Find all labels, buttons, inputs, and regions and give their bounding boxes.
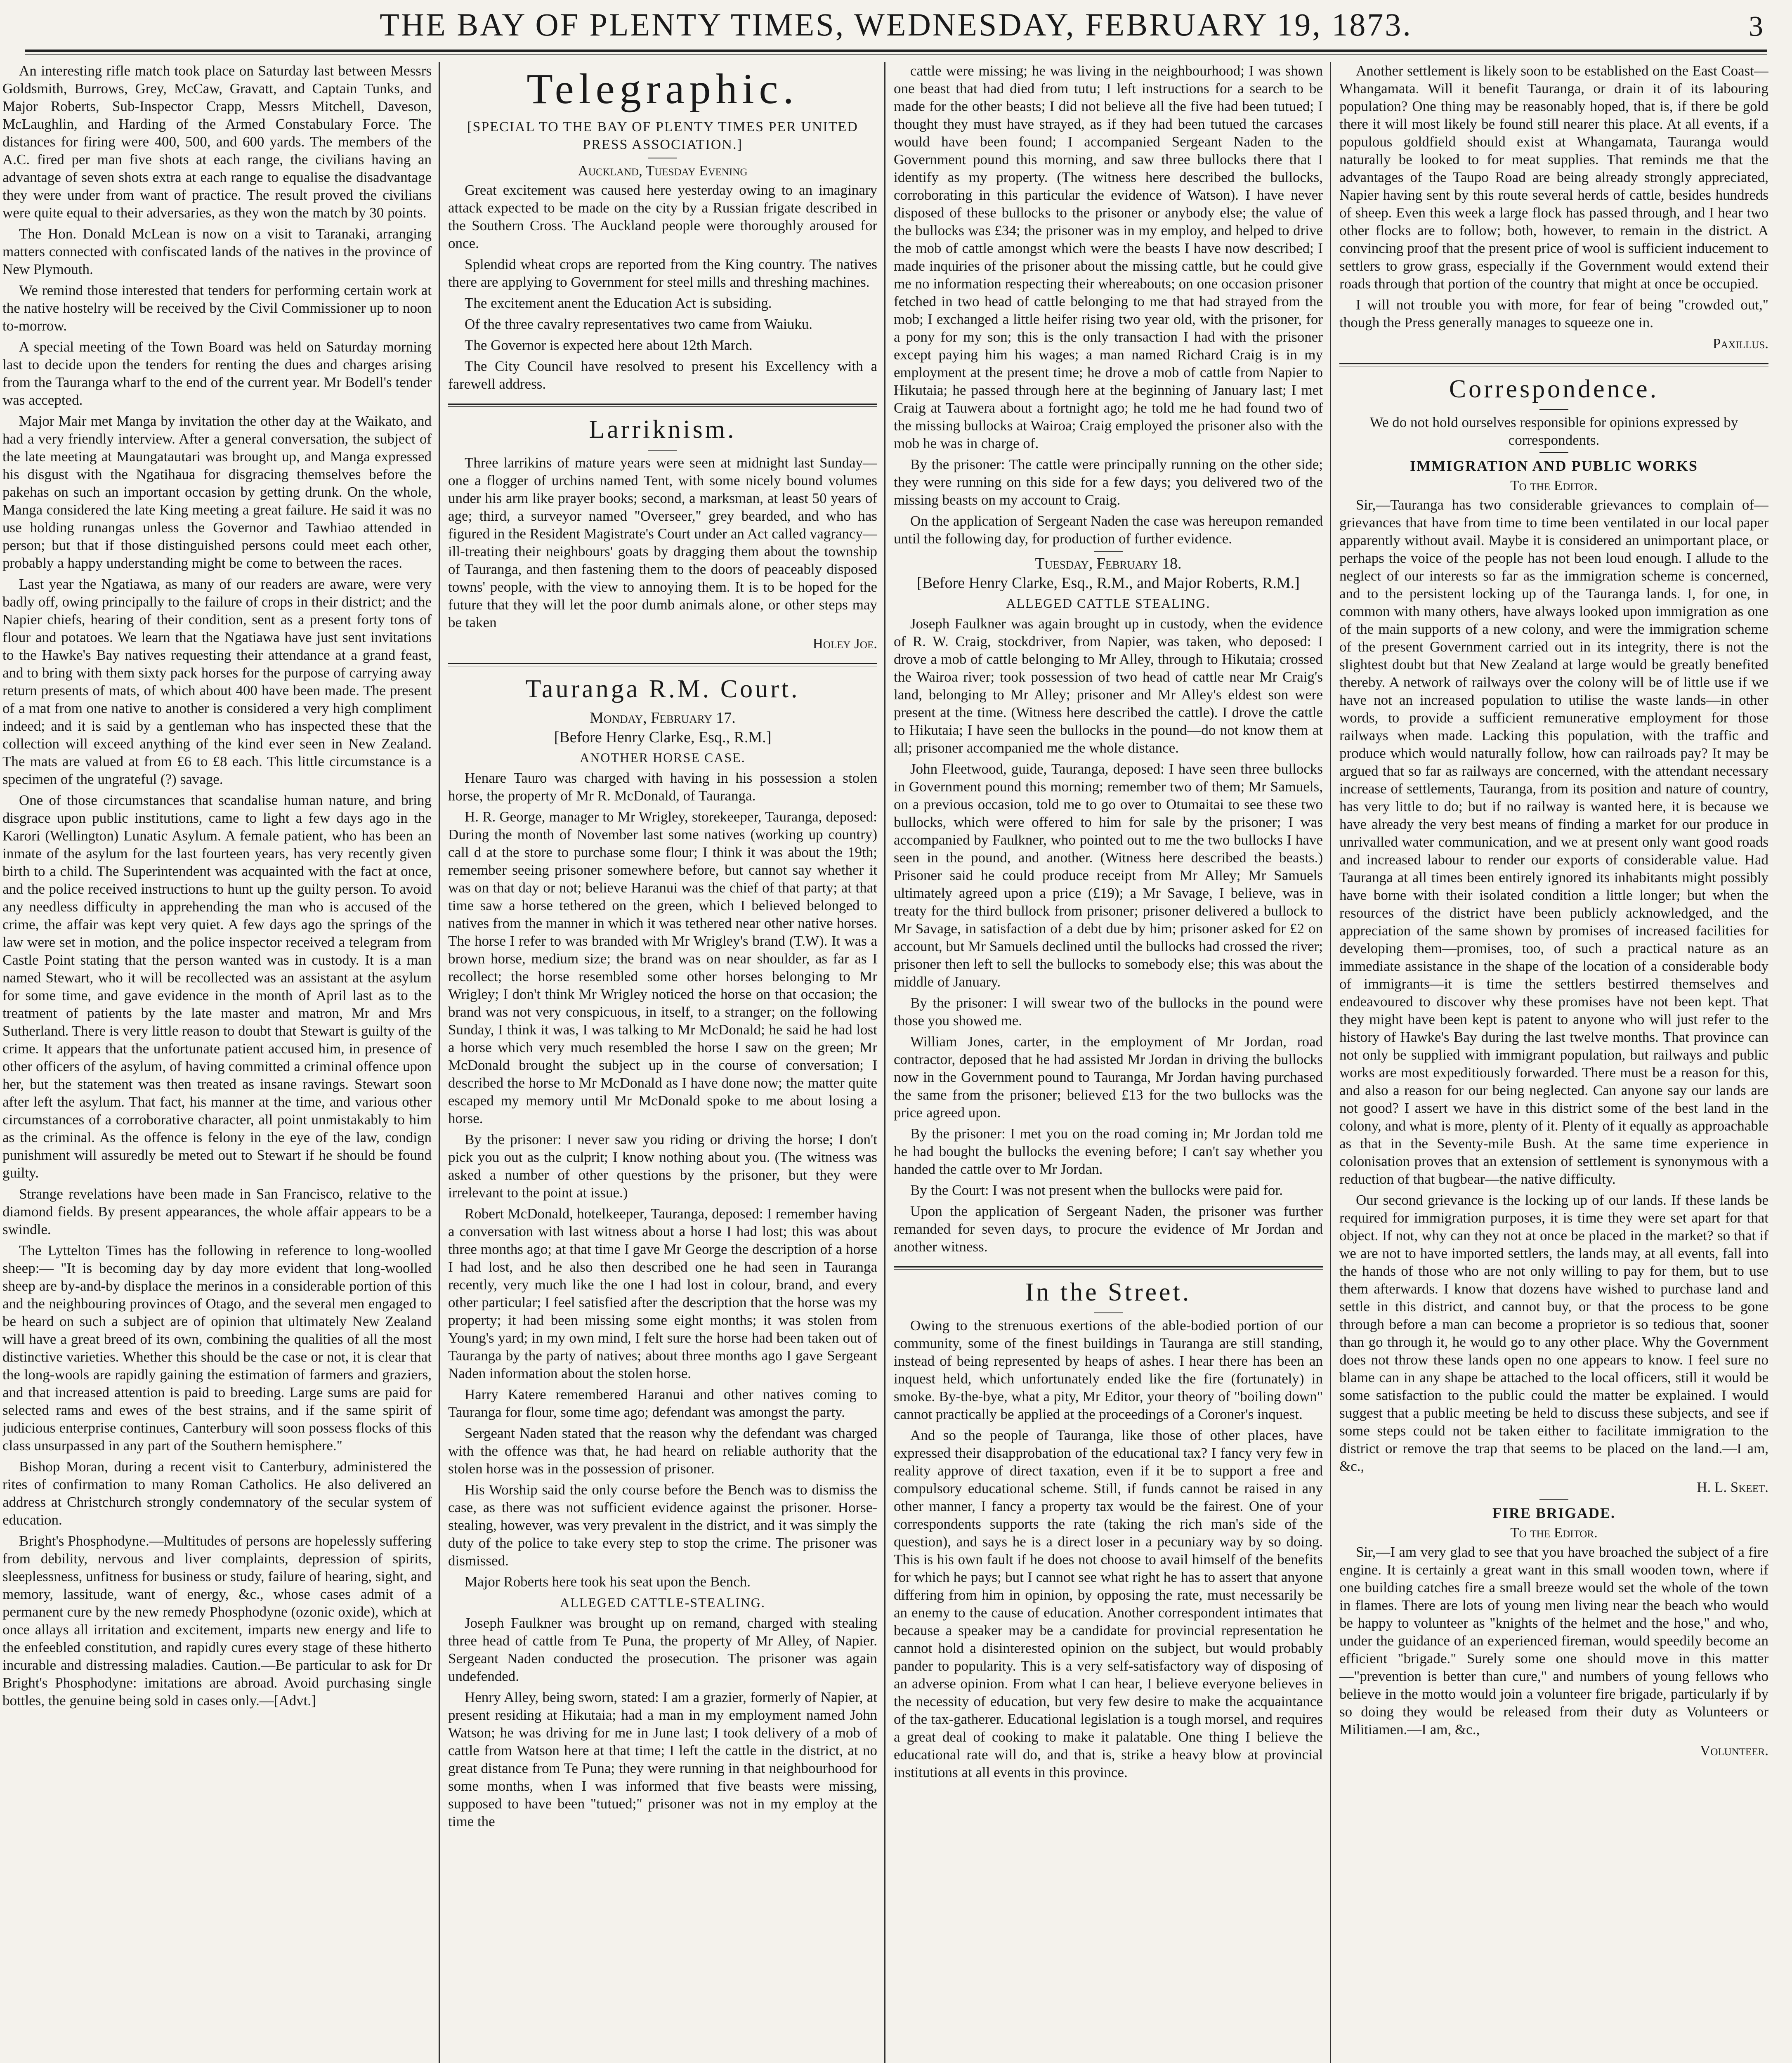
case-subheading: ALLEGED CATTLE-STEALING. [560,1595,765,1610]
columns [0,62,1792,2063]
paragraph: Sir,—Tauranga has two considerable grievances to complain of—grievances that have from time to time been ventilated in our local paper apparently without avail. Maybe it is considered an unimportant place, or perhaps the voice of the people has not been loud enough. I allude to the neglect of our interests so far as the immigration scheme is concerned, and to the persistent locking up of the Tauranga lands. I, for one, in common with many others, have always looked upon immigration as one of the main supports of a new colony, and were the immigration scheme of the present Government carried out in its integrity, there is not the slightest doubt but that New Zealand at large would be greatly benefited thereby. A network of railways over the colony will be of little use if we have not an increased population to utilise the waste lands—in other words, to provide a sufficient remunerative employment for those railways when made. Lacking this population, with the traffic and produce which would naturally follow, how can railroads pay? It may be argued that so far as railways are concerned, with the attendant necessary increase of settlements, Tauranga, from its position and nature of country, has very little to do; but if no railway is wanted here, it is because we have already the very best means of finding a market for our produce in unrivalled water communication, and we at present only want good roads and increased labour to render our exports of considerable value. Had Tauranga at all times been entirely ignored its inhabitants might possibly have borne with their isolated condition a little longer; but when the resources of the district have been publicly acknowledged, and the appreciation of the same shown by promises of increased facilities for developing them—promises, too, of such a practical nature as an immediate assistance in the shape of the location of a considerable body of immigrants—it is time the settlers bestirred themselves and endeavoured to discover why these promises have not been kept. That they might have been kept is patent to anyone who will just refer to the history of Hawke's Bay during the last twelve months. That province can not only be supplied with immigrant population, but railways and public works are most expeditiously forwarded. There must be a reason for this, and also a reason for our being neglected. Can anyone say our lands are not good? I assert we have in this district some of the best land in the colony, and what is more, plenty of it. Plenty of it equally as approachable as that in the Seventy-mile Bush. At the same time experience in colonisation proves that an extension of settlement is synonymous with a reduction of that bugbear—the native difficulty. [1339,497,1768,1187]
column-2 [448,62,877,2063]
paragraph: Owing to the strenuous exertions of the able-bodied portion of our community, some of the finest buildings in Tauranga are still standing, instead of being represented by heaps of ashes. I hear there has been an inquest held, which unfortunately ended like the fire (fortunately) in smoke. By-the-bye, what a pity, Mr Editor, your theory of "boiling down" cannot practically be applied at the proceedings of a Coroner's inquest. [894,1317,1323,1422]
short-rule [1094,551,1123,552]
masthead-rule [25,54,1767,55]
court-date: Monday, February 17. [590,709,736,727]
case-subheading: ALLEGED CATTLE STEALING. [1006,596,1211,611]
telegraphic-dateline: Auckland, Tuesday Evening [578,163,748,179]
signature: Paxillus. [1712,335,1768,352]
paragraph: Major Mair met Manga by invitation the other day at the Waikato, and had a very friendly interview. After a general conversation, the subject of the late meeting at Maungatautari was brought up, and Manga expressed his disgust with the Ngatihaua for disgracing themselves before the pakehas on such an important occasion by getting drunk. On the whole, Manga considered the late King meeting a great failure. He said it was no use holding runangas unless the Governor and Tawhiao attended in person; but that if those distinguished persons could meet each other, probably a happy understanding might be come to between the races. [2,413,432,571]
paragraph: Sergeant Naden stated that the reason why the defendant was charged with the offence was that, he had heard on reliable authority that the stolen horse was in the possession of prisoner. [448,1425,877,1477]
paragraph: By the Court: I was not present when the bullocks were paid for. [910,1182,1283,1198]
signature: H. L. Skeet. [1697,1479,1768,1495]
letter-salutation: To the Editor. [1510,477,1598,493]
short-rule [1539,409,1568,410]
short-rule [1539,1499,1568,1500]
correspondence-heading: Correspondence. [1449,375,1659,403]
column-divider [1330,62,1331,2063]
paragraph: We remind those interested that tenders for performing certain work at the native hostelry will be received by the Civil Commissioner up to noon to-morrow. [2,282,432,334]
telegraphic-note: [SPECIAL TO THE BAY OF PLENTY TIMES PER UNITED PRESS ASSOCIATION.] [467,119,858,152]
masthead [25,0,1767,52]
paragraph: By the prisoner: The cattle were principally running on the other side; they were running on this side for a few days; you delivered two of the missing beasts on my account to Craig. [894,456,1323,508]
column-3 [894,62,1323,2063]
paragraph: The Lyttelton Times has the following in reference to long-woolled sheep:— "It is becoming day by day more evident that long-woolled sheep are by-and-by displace the merinos in a considerable portion of this and the neighbouring provinces of Otago, and the several men engaged to be heard on such a subject are of opinion that ultimately New Zealand will have a great breed of its own, combining the qualities of all the most distinctive varieties. Whether this should be the case or not, it is clear that the long-wools are rapidly gaining the estimation of farmers and graziers, and that increased attention is paid to breeding. Large sums are paid for selected rams and ewes of the best strains, and if the same spirit of judicious enterprise continues, Canterbury will soon possess flocks of this class unsurpassed in any part of the Southern hemisphere." [2,1242,432,1454]
paragraph: Henare Tauro was charged with having in his possession a stolen horse, the property of Mr R. McDonald, of Tauranga. [448,770,877,804]
short-rule [648,450,677,451]
paragraph: Our second grievance is the locking up of our lands. If these lands be required for immigration purposes, it is time they were set apart for that object. If not, why can they not at once be placed in the market? so that if we are not to have imported settlers, the lands may, at all events, fall into the hands of those who are not only willing to pay for them, but to use them afterwards. I know that dozens have wished to purchase land and settle in this district, and cannot buy, or that the process to be gone through before a man can become a proprietor is so tedious that, sooner than go through it, he would go to any other place. Why the Government does not throw these lands open no one appears to know. I feel sure no blame can in any shape be attached to the local officers, still it would be some satisfaction to the public could the matter be explained. I would suggest that a public meeting be held to discuss these subjects, and see if some steps could not be taken either to facilitate immigration to the district or remove the trap that seems to be placed on the land.—I am, &c., [1339,1192,1768,1474]
paragraph: Great excitement was caused here yesterday owing to an imaginary attack expected to be made on the city by a Russian frigate described in the Southern Cross. The Auckland people were thoroughly aroused for once. [448,182,877,251]
street-heading: In the Street. [1025,1278,1192,1306]
paragraph: Strange revelations have been made in San Francisco, relative to the diamond fields. By present appearances, the whole affair appears to be a swindle. [2,1186,432,1237]
letter-heading: FIRE BRIGADE. [1492,1505,1616,1521]
section-rule [448,404,877,407]
paragraph: Of the three cavalry representatives two came from Waiuku. [465,316,812,332]
court-before: [Before Henry Clarke, Esq., R.M.] [554,729,772,746]
paragraph: I will not trouble you with more, for fear of being "crowded out," though the Press generally manages to squeeze one in. [1339,297,1768,330]
paragraph: John Fleetwood, guide, Tauranga, deposed: I have seen three bullocks in Government pound this morning; remember two of them; Mr Samuels, on a previous occasion, told me to go over to Otumaitai to see these two bullocks, which were offered to him for sale by the prisoner; I was accompanied by Faulkner, who pointed out to me the two bullocks I have seen in the pound, and another. (Witness here described the beasts.) Prisoner said he could produce receipt from Mr Alley; Mr Samuels ultimately agreed upon a price (£19); a Mr Savage, I believe, was in treaty for the third bullock from prisoner; prisoner delivered a bullock to Mr Savage, in satisfaction of a debt due by him; prisoner asked for £2 on account, but Mr Samuels declined until the bullocks had crossed the river; prisoner then left to sell the bullocks to somebody else; this was about the middle of January. [894,761,1323,990]
letter-salutation: To the Editor. [1510,1525,1598,1541]
paragraph: And so the people of Tauranga, like those of other places, have expressed their disapprobation of the educational tax? I fancy very few in reality approve of direct taxation, even if it be to support a free and compulsory educational scheme. Still, if funds cannot be raised in any other manner, I fancy a property tax would be the fairest. One of your correspondents supports the rate (taking the rich man's side of the question), and says he is a direct loser in a pecuniary way by so doing. This is his own fault if he does not choose to avail himself of the benefits for which he pays; but I cannot see what right he has to assert that anyone differing from him in opinion, by opposing the rate, must necessarily be an enemy to the cause of education. Another correspondent intimates that because a speaker may be a candidate for provincial representation he cannot hold a disinterested opinion on the subject, but would probably pander to popularity. This is a very self-satisfactory way of disposing of an adverse opinion. From what I can hear, I believe everyone believes in the necessity of education, but very few desire to make the acquaintance of the tax-gatherer. Educational legislation is a tough morsel, and requires a great deal of cooking to make it palatable. One thing I believe the educational rate will do, and that is, strike a heavy blow at provincial institutions at all events in this province. [894,1427,1323,1780]
paragraph: On the application of Sergeant Naden the case was hereupon remanded until the following day, for production of further evidence. [894,513,1323,547]
column-4 [1339,62,1768,2063]
court-heading: Tauranga R.M. Court. [525,675,800,703]
paragraph: Sir,—I am very glad to see that you have broached the subject of a fire engine. It is certainly a great want in this small wooden town, where if one building catches fire a small breeze would set the whole of the town in flames. There are lots of young men living near the beach who would be happy to volunteer as "knights of the helmet and the hose," and who, under the guidance of an experienced fireman, would speedily become an efficient "brigade." Surely some one should move in this matter—"prevention is better than cure," and numbers of young fellows who believe in the motto would join a volunteer fire brigade, particularly if by so doing they would be released from their duty as Volunteers or Militiamen.—I am, &c., [1339,1544,1768,1737]
paragraph: Bright's Phosphodyne.—Multitudes of persons are hopelessly suffering from debility, nervous and liver complaints, depression of spirits, sleeplessness, unfitness for business or study, failure of hearing, sight, and memory, lassitude, want of energy, &c., whose cases admit of a permanent cure by the new remedy Phosphodyne (ozonic oxide), which at once allays all irritation and excitement, imparts new energy and life to the enfeebled constitution, and rapidly cures every stage of these hitherto incurable and distressing maladies. Caution.—Be particular to ask for Dr Bright's Phosphodyne: imitations are abroad. Avoid purchasing single bottles, the genuine being sold in cases only.—[Advt.] [2,1533,432,1709]
case-subheading: ANOTHER HORSE CASE. [580,750,746,765]
paragraph: By the prisoner: I never saw you riding or driving the horse; I don't pick you out as the culprit; I know nothing about you. (The witness was asked a number of other questions by the prisoner, but they were irrelevant to the point at issue.) [448,1131,877,1201]
page-number: 3 [1749,11,1763,42]
column-divider [884,62,885,2063]
section-rule [1339,363,1768,366]
section-rule [894,1266,1323,1270]
larriknism-heading: Larriknism. [589,415,737,444]
paragraph: One of those circumstances that scandalise human nature, and bring disgrace upon public institutions, came to light a few days ago in the Karori (Wellington) Lunatic Asylum. A female patient, who has been an inmate of the asylum for the last fourteen years, has very recently given birth to a child. The Superintendent was acquainted with the fact at once, and the police received instructions to hunt up the guilty person. To avoid any needless difficulty in apprehending the man who is accused of the crime, the affair was kept very quiet. A few days ago the springs of the law were set in motion, and the police inspector received a telegram from Castle Point stating that the person wanted was in custody. It is a man named Stewart, who it will be recollected was an assistant at the asylum for some time, and gave evidence in the month of April last as to the treatment of patients by the late master and matron, Mr and Mrs Sutherland. There is very little reason to doubt that Stewart is guilty of the crime. It appears that the unfortunate patient accused him, in presence of other officers of the asylum, of having committed a criminal offence upon her, but the statement was then treated as insane ravings. Stewart soon after left the asylum. That fact, his manner at the time, and various other circumstances of a corroborative character, all point unmistakably to him as the criminal. As the offence is felony in the eye of the law, condign punishment will assuredly be meted out to Stewart if he should be found guilty. [2,792,432,1181]
signature: Volunteer. [1700,1742,1768,1759]
paragraph: By the prisoner: I will swear two of the bullocks in the pound were those you showed me. [894,995,1323,1029]
short-rule [1094,1312,1123,1313]
paragraph: The City Council have resolved to present his Excellency with a farewell address. [448,358,877,392]
section-rule [448,663,877,666]
column-1 [2,62,432,2063]
paragraph: Major Roberts here took his seat upon the Bench. [465,1574,751,1590]
newspaper-title: THE BAY OF PLENTY TIMES, WEDNESDAY, FEBRUARY 19, 1873. [380,7,1412,42]
column-divider [439,62,440,2063]
court-date: Tuesday, February 18. [1035,555,1182,572]
paragraph: Robert McDonald, hotelkeeper, Tauranga, deposed: I remember having a conversation with last witness about a horse I had lost; this was about three months ago; at that time I gave Mr George the description of a horse I had lost, and he also then described one he had seen in Tauranga recently, very much like the one I had lost in colour, brand, and every other particular; I feel satisfied after the description that the horse was my property; it had been missing some eight months; it was stolen from Young's yard; in my own mind, I felt sure the horse had been taken out of Tauranga by the party of natives; about three months ago I gave Sergeant Naden information about the stolen horse. [448,1206,877,1381]
paragraph: Bishop Moran, during a recent visit to Canterbury, administered the rites of confirmation to many Roman Catholics. He also delivered an address at Christchurch strongly condemnatory of the secular system of education. [2,1459,432,1528]
paragraph: A special meeting of the Town Board was held on Saturday morning last to decide upon the tenders for renting the dues and charges arising from the Tauranga wharf to the end of the current year. Mr Bodell's tender was accepted. [2,339,432,408]
paragraph: By the prisoner: I met you on the road coming in; Mr Jordan told me he had bought the bullocks the evening before; I can't say whether you handed the cattle over to Mr Jordan. [894,1126,1323,1177]
paragraph: Last year the Ngatiawa, as many of our readers are aware, were very badly off, owing principally to the failure of crops in their district; and the Napier chiefs, hearing of their condition, sent as a present forty tons of flour and potatoes. We learn that the Ngatiawa have just sent invitations to the Hawke's Bay natives requesting their attendance at a grand feast, and to bring with them sixty pack horses for the purpose of carrying away return presents of mats, of which about 400 have been made. The present of a mat from one native to another is considered a very high compliment indeed; and it is said by a gentleman who has inspected these that the collection will exceed anything of the kind ever seen in New Zealand. The mats are valued at from £6 to £8 each. This little circumstance is a specimen of the ungrateful (?) savage. [2,576,432,787]
paragraph: The Hon. Donald McLean is now on a visit to Taranaki, arranging matters connected with confiscated lands of the natives in the province of New Plymouth. [2,226,432,277]
paragraph: An interesting rifle match took place on Saturday last between Messrs Goldsmith, Burrows, Grey, McCaw, Gravatt, and Captain Tunks, and Major Roberts, Sub-Inspector Crapp, Messrs Mitchell, Daveson, McLaughlin, and Harding of the Armed Constabulary Force. The distances for firing were 400, 500, and 600 yards. The members of the A.C. fired per man five shots at each range, the civilians having an advantage of seven shots extra at each range to equalise the disadvantage they were under from want of practice. The result proved the civilians were quite equal to their adversaries, as they won the match by 30 points. [2,63,432,221]
paragraph: Upon the application of Sergeant Naden, the prisoner was further remanded for seven days, to procure the evidence of Mr Jordan and another witness. [894,1203,1323,1255]
paragraph: His Worship said the only course before the Bench was to dismiss the case, as there was not sufficient evidence against the prisoner. Horse-stealing, however, was very prevalent in the district, and it was simply the duty of the police to take every step to stop the crime. The prisoner was dismissed. [448,1482,877,1569]
paragraph: Splendid wheat crops are reported from the King country. The natives there are applying to Government for steel mills and threshing machines. [448,256,877,290]
paragraph: The Governor is expected here about 12th March. [465,337,753,353]
paragraph: Another settlement is likely soon to be established on the East Coast—Whangamata. Will it benefit Tauranga, or drain it of its labouring population? One thing may be reasonably hoped, that is, if there be gold there it will most likely be found still nearer this place. At all events, if a populous goldfield should exist at Whangamata, Tauranga would naturally be looked to for meat supplies. That reminds me that the advantages of the Taupo Road are being already strongly appreciated, Napier having sent by this route several herds of cattle, besides hundreds of sheep. Even this week a large flock has passed through, and I hear two other flocks are to follow; both, however, to remain in the district. A convincing proof that the present price of wool is sufficient inducement to settlers to grow grass, especially if the Government would extend their roads through that portion of the country that might at once be occupied. [1339,63,1768,292]
court-before: [Before Henry Clarke, Esq., R.M., and Major Roberts, R.M.] [917,574,1300,592]
correspondence-note: We do not hold ourselves responsible for opinions expressed by correspondents. [1369,414,1738,448]
paragraph: The excitement anent the Education Act is subsiding. [465,295,772,311]
telegraphic-heading: Telegraphic. [527,65,799,113]
paragraph: Harry Katere remembered Haranui and other natives coming to Tauranga for flour, some time ago; defendant was amongst the party. [448,1386,877,1420]
paragraph: H. R. George, manager to Mr Wrigley, storekeeper, Tauranga, deposed: During the month of November last some natives (working up country) call d at the store to purchase some flour; I think it was about the 19th; remember seeing prisoner somewhere before, but cannot say whether it was on that day or not; believe Haranui was the chief of that party; at that time saw a horse tethered on the green, which I believed belonged to natives from the manner in which it was tethered near other native horses. The horse I refer to was branded with Mr Wrigley's brand (T.W). It was a brown horse, medium size; the brand was on near shoulder, as far as I recollect; the horse resembled some other horses belonging to Mr Wrigley; I don't think Mr Wrigley noticed the horse on that occasion; the brand was not very conspicuous, in itself, to a stranger; on the following Sunday, I think it was, I was talking to Mr McDonald; he said he had lost a horse which very much resembled the horse I saw on the green; Mr McDonald brought the subject up in the course of conversation; I described the horse to Mr McDonald as I have done now; the matter quite escaped my memory until Mr McDonald spoke to me about losing a horse. [448,809,877,1126]
paragraph: Joseph Faulkner was brought up on remand, charged with stealing three head of cattle from Te Puna, the property of Mr Alley, of Napier. Sergeant Naden conducted the prosecution. The prisoner was again undefended. [448,1615,877,1684]
paragraph: cattle were missing; he was living in the neighbourhood; I was shown one beast that had died from tutu; I left instructions for a search to be made for the other beasts; I did not believe all the five had been tutued; I thought they must have strayed, as if they had been tutued the carcases would have been found; I accompanied Sergeant Naden to the Government pound this morning, and saw three bullocks there that I identify as my property. (The witness here described the bullocks, corroborating in this particular the evidence of Watson). I have never disposed of these bullocks to the prisoner or anybody else; the value of the bullocks was £34; the prisoner was in my employ, and helped to drive the mob of cattle amongst which were the beasts I have now described; I made inquiries of the prisoner about the missing cattle, but he could give me no information respecting their whereabouts; on one occasion prisoner fetched in two head of cattle belonging to me that had strayed from the mob; I exchanged a little heifer rising two year old, with the prisoner, for a pony for my son; this is the only transaction I had with the prisoner except paying him his wages; a man named Richard Craig is in my employment at the present time; he drove a mob of cattle from Napier to Hikutaia; he passed through here at the beginning of January last; I met Craig at Tauwera about a fortnight ago; he told me he had found two of the missing bullocks at Wairoa; Craig employed the prisoner also with the mob he was in charge of. [894,63,1323,451]
paragraph: Joseph Faulkner was again brought up in custody, when the evidence of R. W. Craig, stockdriver, from Napier, was taken, who deposed: I drove a mob of cattle belonging to Mr Alley, through to Hikutaia; crossed the Wairoa river; took possession of two head of cattle near Mr Craig's land, belonging to Mr Alley; prisoner and Mr Alley's eldest son were present at the time. (Witness here described the cattle). I drove the cattle to Hikutaia; I have seen the bullocks in the pound—do not know them at all; prisoner accompanied me the whole distance. [894,616,1323,756]
paragraph: Three larrikins of mature years were seen at midnight last Sunday—one a flogger of urchins named Tent, with some nicely bound volumes under his arm like prayer books; second, a marksman, at least 50 years of age; third, a surveyor named "Overseer," grey bearded, and who has figured in the Resident Magistrate's Court under an Act called vagrancy—ill-treating their neighbours' goats by dragging them about the township of Tauranga, and then fastening them to the doors of peaceably disposed towns' people, with the view to annoying them. It is to be hoped for the future that they will let the poor dumb animals alone, or other steps may be taken [448,455,877,630]
paragraph: Henry Alley, being sworn, stated: I am a grazier, formerly of Napier, at present residing at Hikutaia; had a man in my employment named John Watson; he was driving for me in June last; I took delivery of a mob of cattle from Watson here at that time; I left the cattle in the district, at no great distance from Te Puna; they were running in that neighbourhood for some months, when I was informed that five beasts were missing, supposed to have been "tutued;" prisoner was not in my employ at the time the [448,1689,877,1829]
paragraph: William Jones, carter, in the employment of Mr Jordan, road contractor, deposed that he had assisted Mr Jordan in driving the bullocks now in the Government pound to Tauranga, Mr Jordan having purchased the same from the prisoner; believed £13 for the two bullocks was the price agreed upon. [894,1034,1323,1121]
short-rule [1539,452,1568,453]
signature: Holey Joe. [812,635,877,651]
letter-heading: IMMIGRATION AND PUBLIC WORKS [1410,458,1698,474]
